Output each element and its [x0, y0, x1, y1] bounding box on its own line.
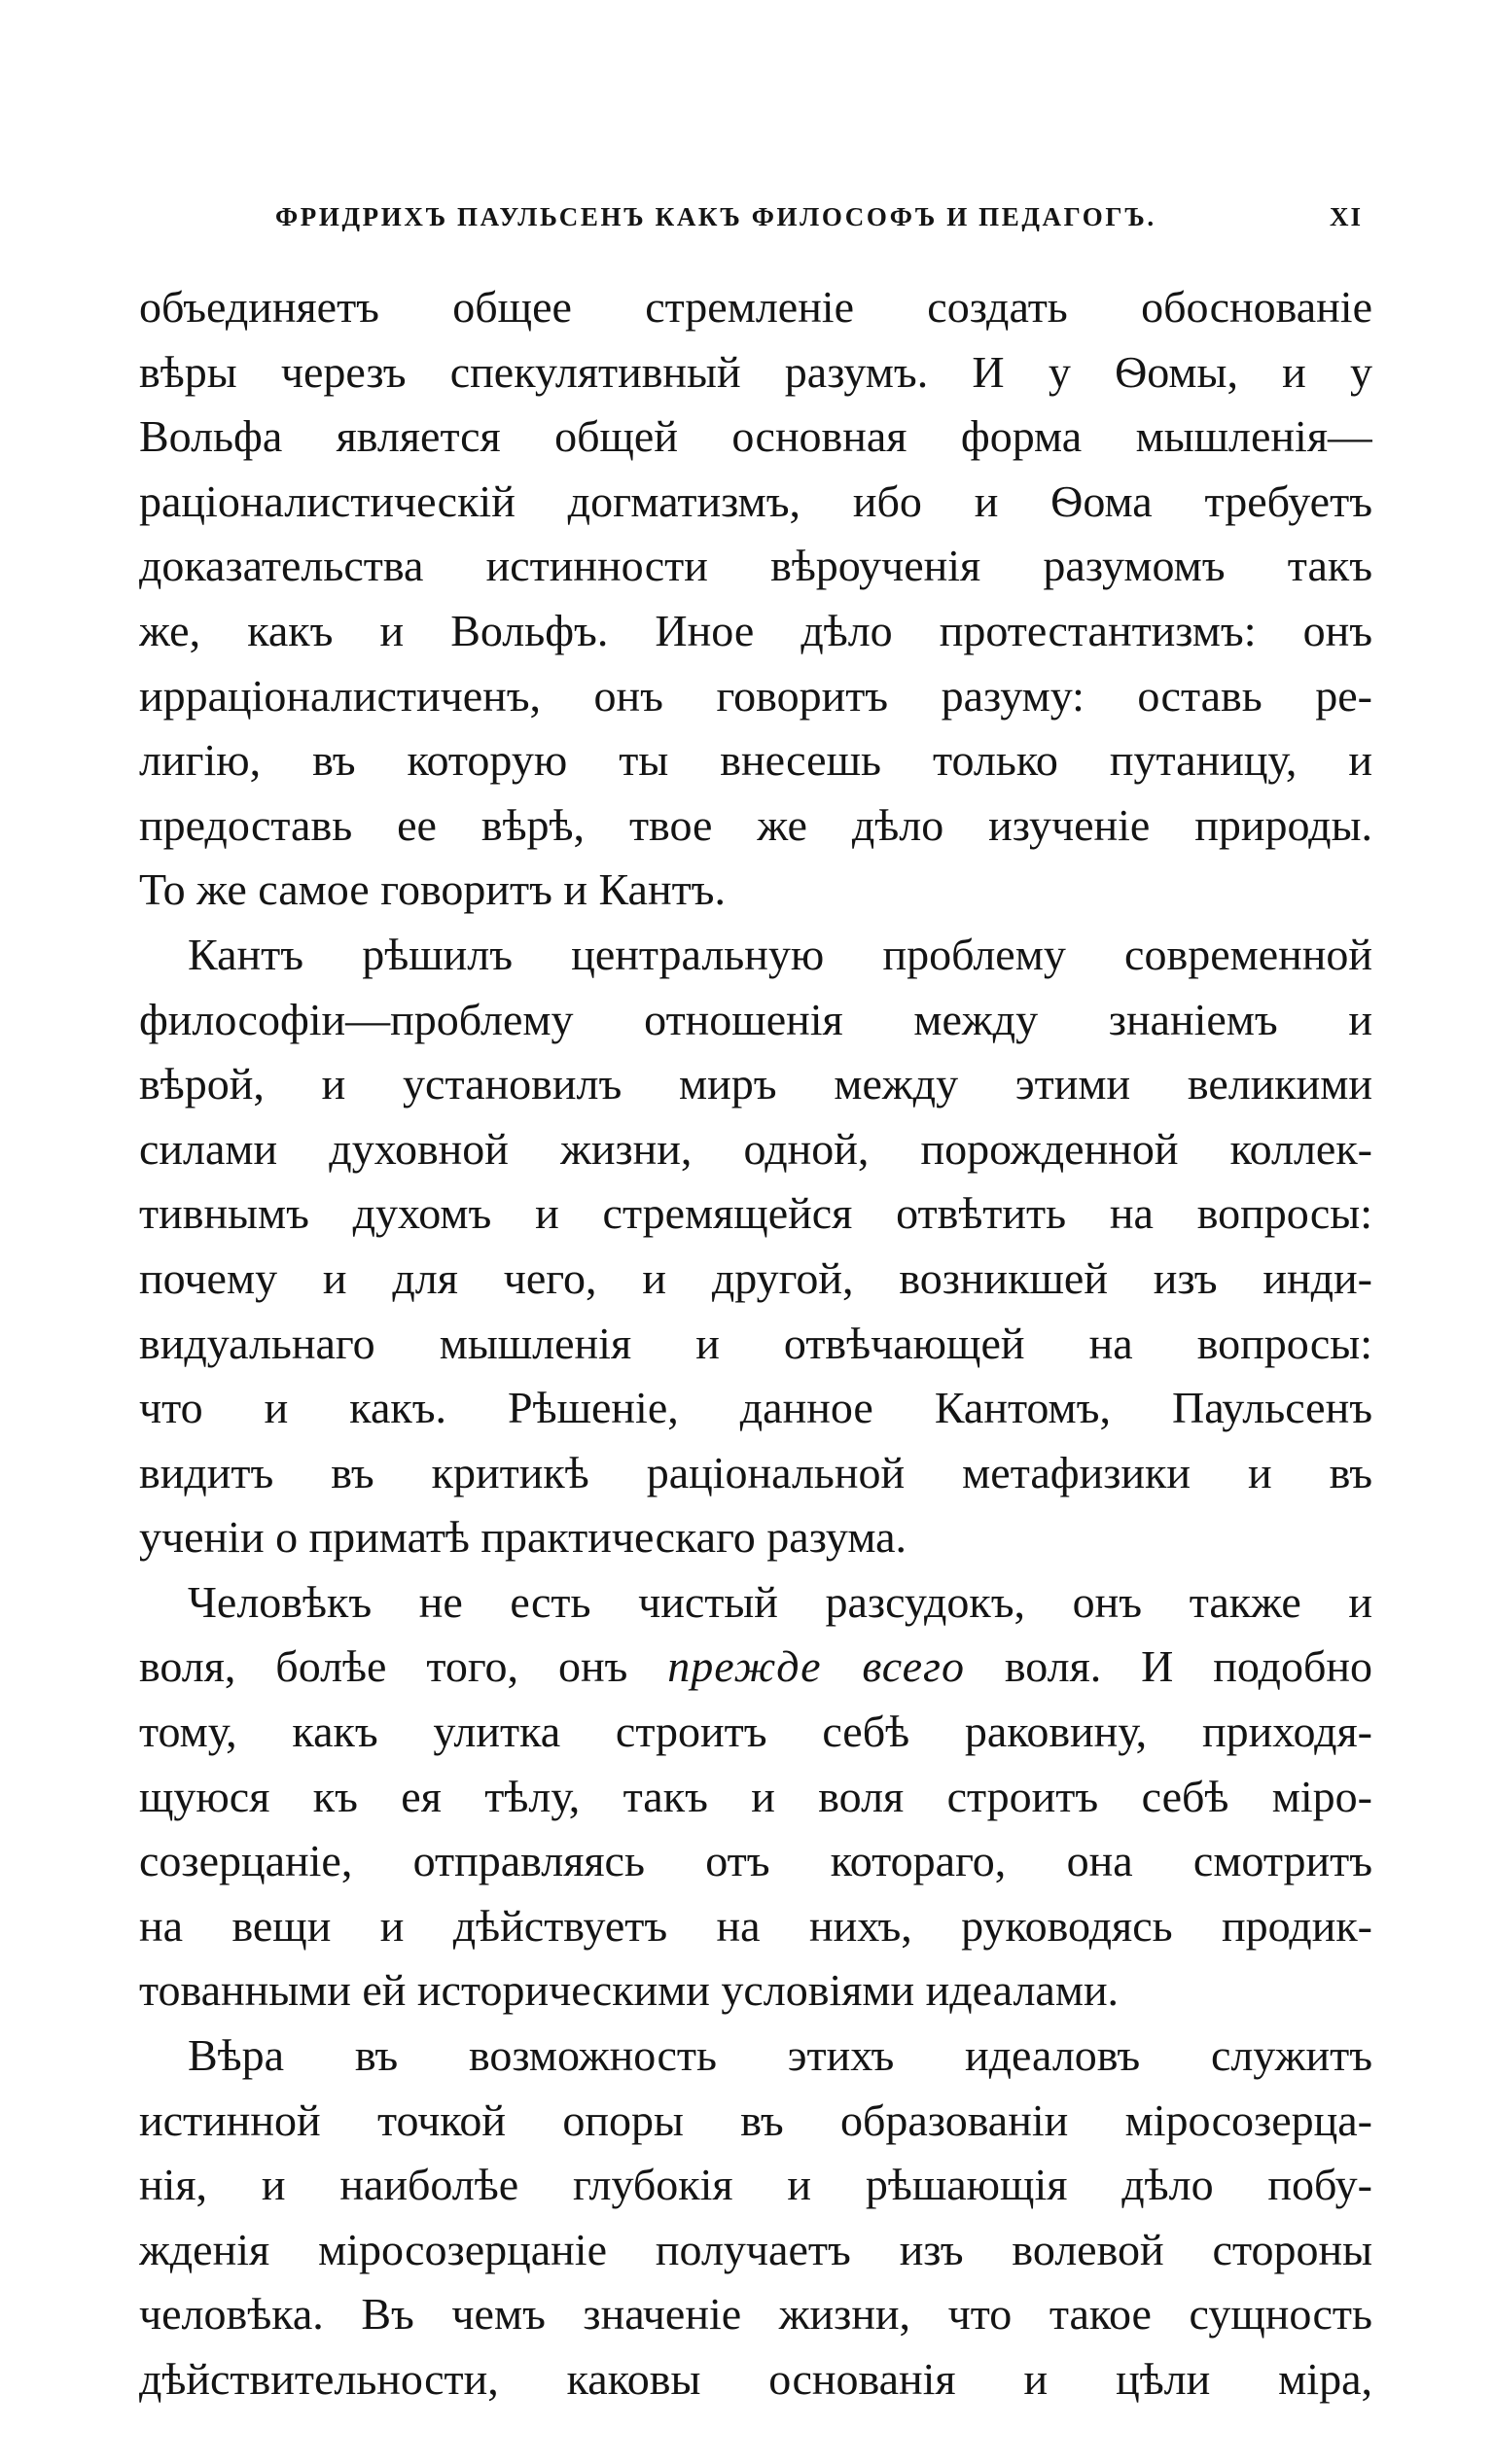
- text-line: ученіи о приматѣ практическаго разума.: [139, 1512, 907, 1563]
- text-line-with-emphasis: [139, 1635, 1372, 1700]
- page-number: XI: [1329, 202, 1363, 231]
- text-line: тованными ей историческими условіями идеалами.: [139, 1965, 1120, 2016]
- text-line: созерцаніе, отправляясь отъ котораго, она смотритъ: [139, 1836, 1372, 1886]
- text-line: ирраціоналистиченъ, онъ говоритъ разуму: оставь ре-: [139, 670, 1372, 721]
- paragraph-2: [139, 923, 1372, 1570]
- text-line: истинной точкой опоры въ образованіи міросозерца-: [139, 2094, 1372, 2145]
- text-line: вѣрой, и установилъ миръ между этими великими: [139, 1059, 1372, 1109]
- text-line: что и какъ. Рѣшеніе, данное Кантомъ, Паульсенъ: [139, 1383, 1372, 1433]
- text-line: силами духовной жизни, одной, порожденной коллек-: [139, 1123, 1372, 1174]
- running-title: ФРИДРИХЪ ПАУЛЬСЕНЪ КАКЪ ФИЛОСОФЪ И ПЕДАГОГЪ.: [275, 202, 1156, 231]
- page-header: [275, 202, 1363, 241]
- text-line: видуальнаго мышленія и отвѣчающей на вопросы:: [139, 1318, 1372, 1368]
- text-line: Вольфа является общей основная форма мышленія—: [139, 411, 1372, 462]
- text-line: дѣйствительности, каковы основанія и цѣли міра,: [139, 2354, 1372, 2404]
- text-line: объединяетъ общее стремленіе создать обоснованіе: [139, 282, 1372, 332]
- text-line: щуюся къ ея тѣлу, такъ и воля строитъ себѣ міро-: [139, 1771, 1372, 1821]
- text-line: То же самое говоритъ и Кантъ.: [139, 864, 726, 915]
- text-line: на вещи и дѣйствуетъ на нихъ, руководясь продик-: [139, 1900, 1372, 1951]
- text-line: Вѣра въ возможность этихъ идеаловъ служитъ: [188, 2030, 1372, 2081]
- text-line: Человѣкъ не есть чистый разсудокъ, онъ также и: [188, 1576, 1372, 1627]
- text-line: лигію, въ которую ты внесешь только путаницу, и: [139, 735, 1372, 786]
- emphasis-text: прежде всего: [667, 1641, 965, 1692]
- text-segment: воля, болѣе того, онъ: [139, 1641, 668, 1692]
- text-line: же, какъ и Вольфъ. Иное дѣло протестантизмъ: онъ: [139, 605, 1372, 655]
- paragraph-1: [139, 275, 1372, 923]
- text-line: предоставь ее вѣрѣ, твое же дѣло изученіе природы.: [139, 799, 1372, 850]
- paragraph-4: [139, 2024, 1372, 2412]
- text-line: почему и для чего, и другой, возникшей изъ инди-: [139, 1252, 1372, 1303]
- body-text: [139, 275, 1372, 2412]
- text-line: видитъ въ критикѣ раціональной метафизики и въ: [139, 1447, 1372, 1497]
- text-line: вѣры черезъ спекулятивный разумъ. И у Ѳомы, и у: [139, 346, 1372, 397]
- text-segment: воля. И подобно: [964, 1641, 1372, 1692]
- text-line: тивнымъ духомъ и стремящейся отвѣтить на вопросы:: [139, 1188, 1372, 1239]
- text-line: раціоналистическій догматизмъ, ибо и Ѳома требуетъ: [139, 475, 1372, 526]
- text-line: жденія міросозерцаніе получаетъ изъ волевой стороны: [139, 2224, 1372, 2274]
- text-line: тому, какъ улитка строитъ себѣ раковину, приходя-: [139, 1707, 1372, 1757]
- paragraph-3: [139, 1570, 1372, 2024]
- text-line: нія, и наиболѣе глубокія и рѣшающія дѣло побу-: [139, 2160, 1372, 2210]
- text-line: человѣка. Въ чемъ значеніе жизни, что такое сущность: [139, 2289, 1372, 2340]
- text-line: философіи—проблему отношенія между знаніемъ и: [139, 994, 1372, 1044]
- text-line: доказательства истинности вѣроученія разумомъ такъ: [139, 541, 1372, 591]
- text-line: Кантъ рѣшилъ центральную проблему современной: [188, 929, 1372, 979]
